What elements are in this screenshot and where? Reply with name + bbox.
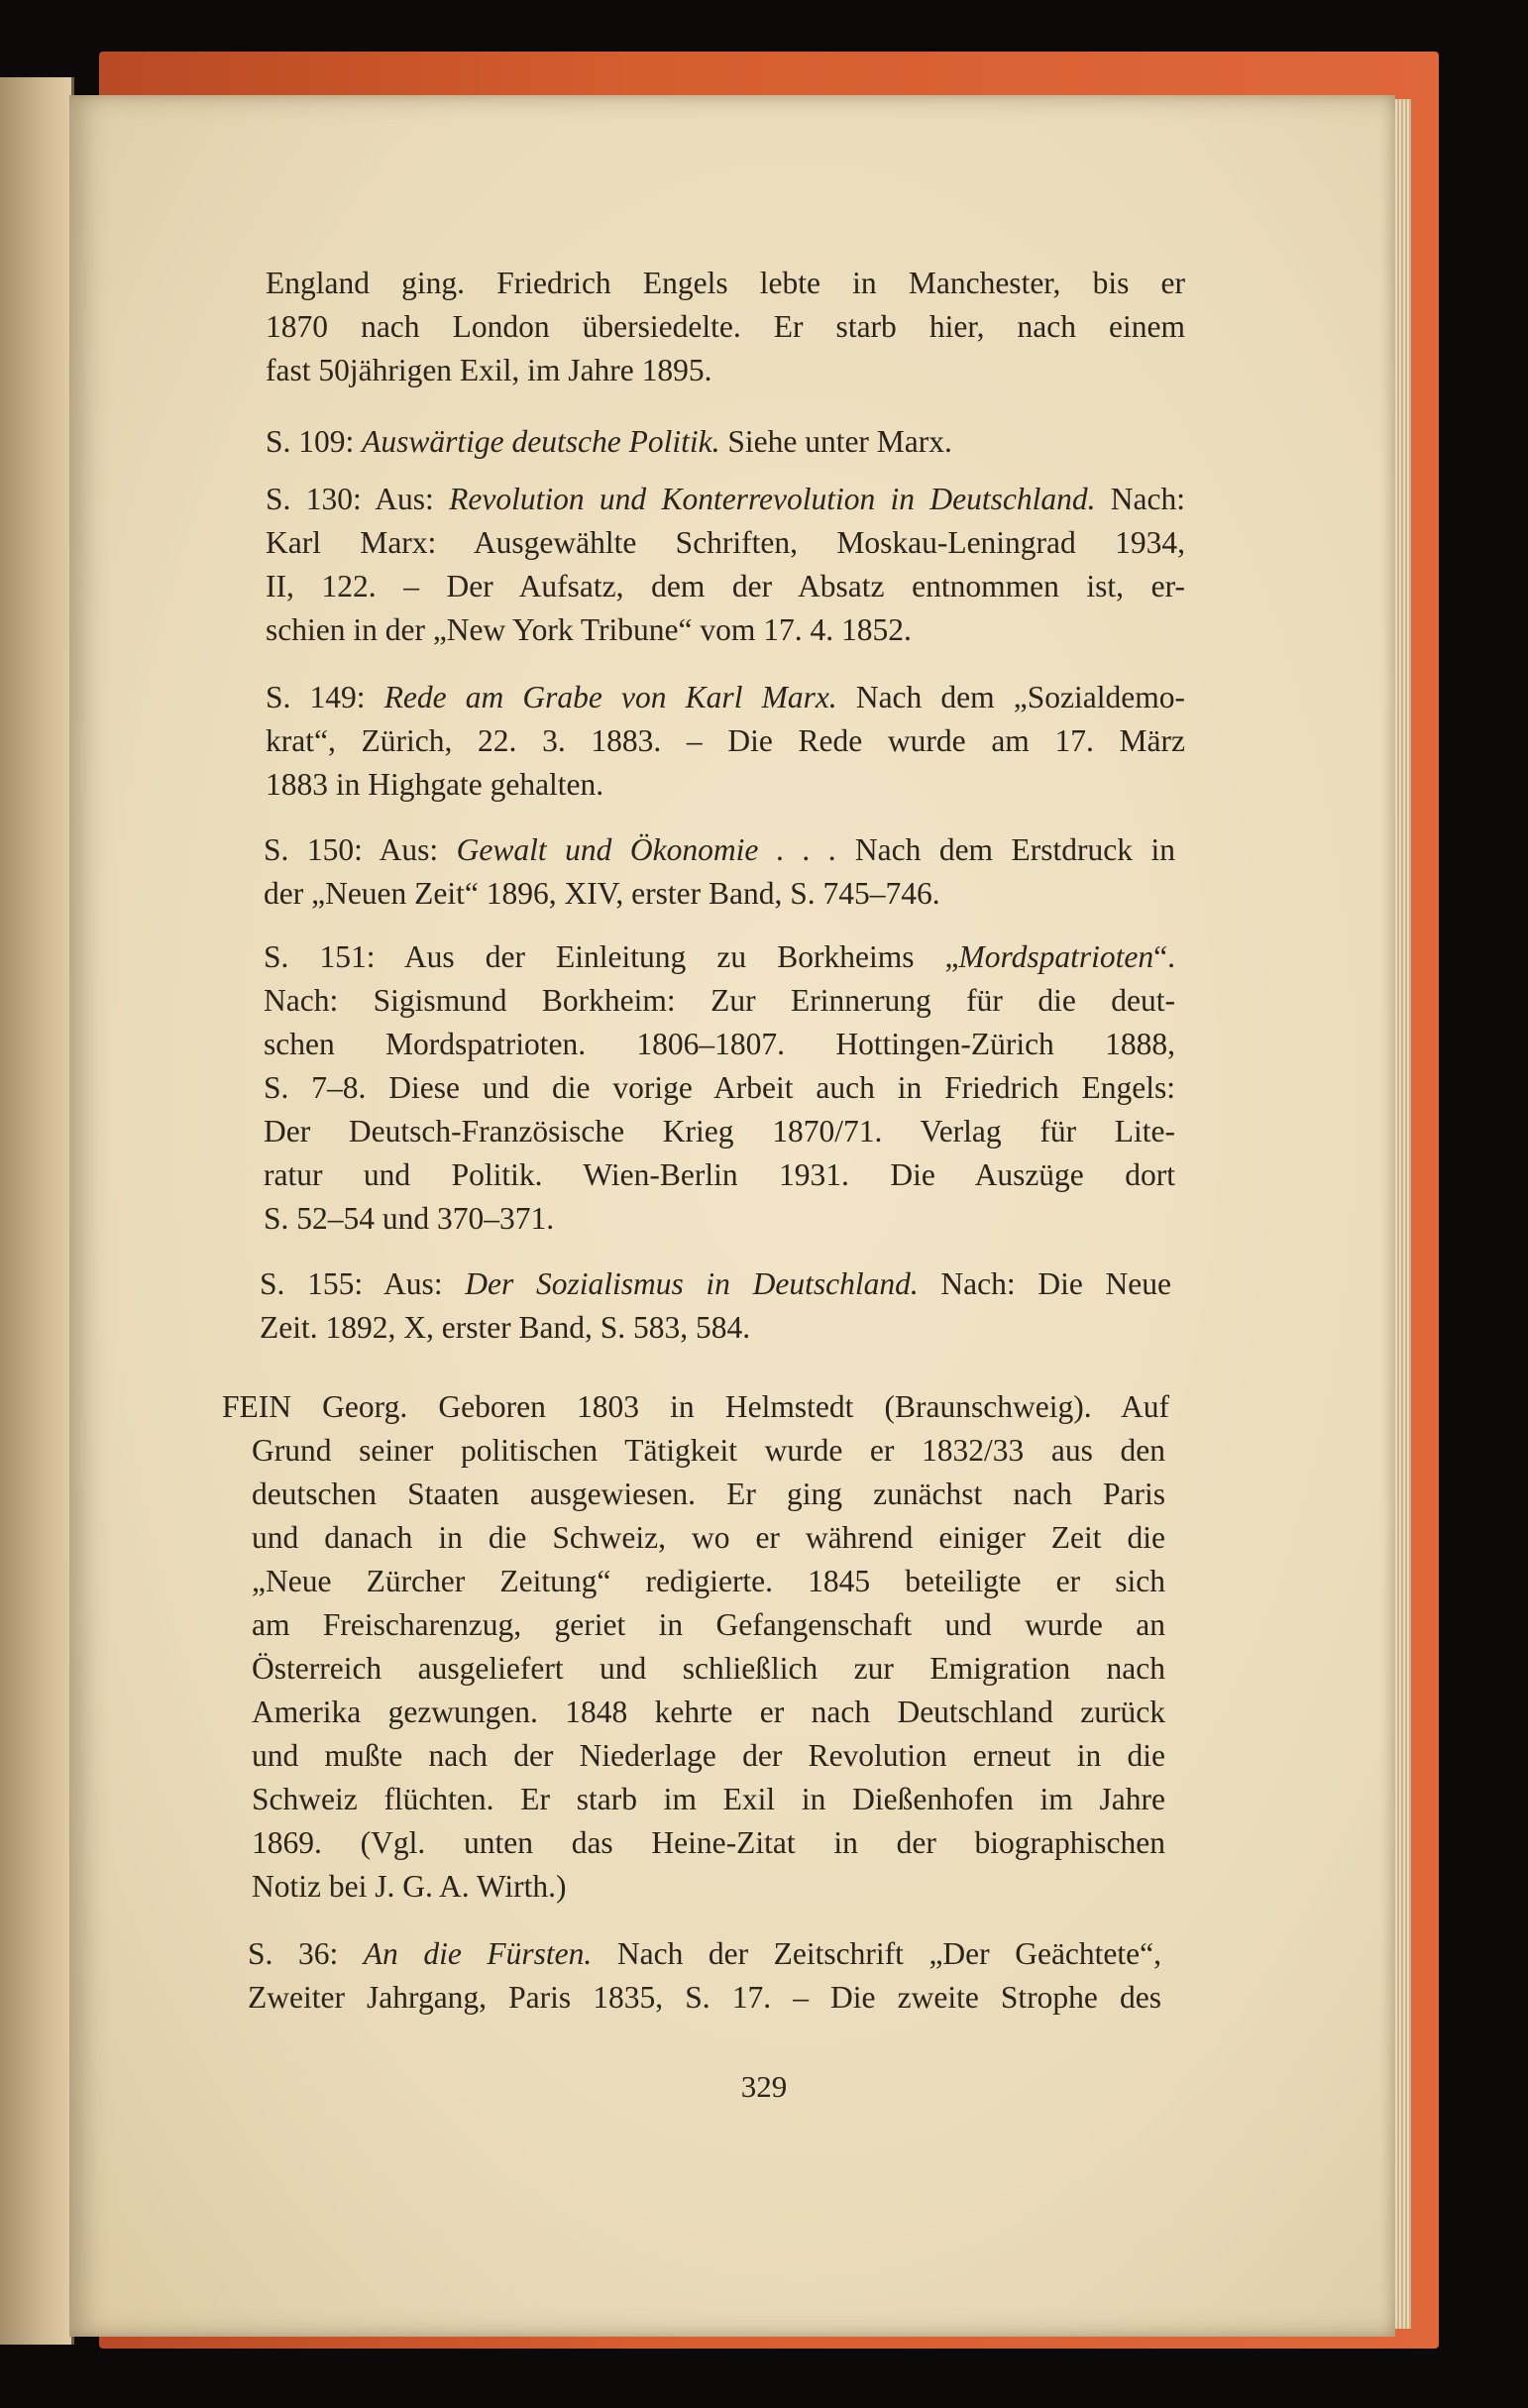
text-line: Notiz bei J. G. A. Wirth.)	[252, 1869, 567, 1904]
entry-reference: S. 155: Aus: Der Sozialismus in Deutschland. Nach: Die Neue	[260, 1266, 1171, 1301]
text-line: schien in der „New York Tribune“ vom 17. 4. 1852.	[266, 612, 912, 647]
text-line: ratur und Politik. Wien-Berlin 1931. Die Auszüge dort	[264, 1157, 1175, 1192]
text-line: Zeit. 1892, X, erster Band, S. 583, 584.	[260, 1310, 751, 1345]
text-line: Österreich ausgeliefert und schließlich zur Emigration nach	[252, 1651, 1165, 1686]
text-line: „Neue Zürcher Zeitung“ redigierte. 1845 beteiligte er sich	[252, 1564, 1165, 1598]
text-line: 1869. (Vgl. unten das Heine-Zitat in der biographischen	[252, 1825, 1165, 1860]
text-line: deutschen Staaten ausgewiesen. Er ging zunächst nach Paris	[252, 1477, 1165, 1511]
entry-reference: S. 149: Rede am Grabe von Karl Marx. Nach dem „Sozialdemo-	[266, 680, 1185, 714]
text-line: 1870 nach London übersiedelte. Er starb hier, nach einem	[266, 309, 1185, 344]
entry-reference: S. 151: Aus der Einleitung zu Borkheims „Mordspatrioten“.	[264, 939, 1175, 974]
text-line: II, 122. – Der Aufsatz, dem der Absatz entnommen ist, er-	[266, 569, 1185, 603]
text-line: und danach in die Schweiz, wo er während einiger Zeit die	[252, 1520, 1165, 1555]
text-line: 1883 in Highgate gehalten.	[266, 767, 604, 802]
entry-reference: S. 150: Aus: Gewalt und Ökonomie . . . Nach dem Erstdruck in	[264, 832, 1175, 867]
text-line: Karl Marx: Ausgewählte Schriften, Moskau-Leningrad 1934,	[266, 525, 1185, 560]
text-line: krat“, Zürich, 22. 3. 1883. – Die Rede wurde am 17. März	[266, 723, 1185, 758]
text-line: England ging. Friedrich Engels lebte in Manchester, bis er	[266, 266, 1185, 300]
text-line: Der Deutsch-Französische Krieg 1870/71. Verlag für Lite-	[264, 1114, 1175, 1149]
text-line: schen Mordspatrioten. 1806–1807. Hottingen-Zürich 1888,	[264, 1027, 1175, 1061]
page-number: 329	[740, 2069, 788, 2104]
text-line: Schweiz flüchten. Er starb im Exil in Dießenhofen im Jahre	[252, 1782, 1165, 1816]
text-line: S. 52–54 und 370–371.	[264, 1201, 555, 1236]
text-line: Nach: Sigismund Borkheim: Zur Erinnerung für die deut-	[264, 983, 1175, 1018]
facing-page-edge	[0, 77, 74, 2345]
text-line: S. 7–8. Diese und die vorige Arbeit auch in Friedrich Engels:	[264, 1070, 1175, 1105]
entry-reference: S. 130: Aus: Revolution und Konterrevolution in Deutschland. Nach:	[266, 482, 1185, 516]
text-line: Grund seiner politischen Tätigkeit wurde er 1832/33 aus den	[252, 1433, 1165, 1468]
text-line: am Freischarenzug, geriet in Gefangenschaft und wurde an	[252, 1607, 1165, 1642]
biography-heading-line: FEIN Georg. Geboren 1803 in Helmstedt (Braunschweig). Auf	[222, 1389, 1169, 1424]
text-line: fast 50jährigen Exil, im Jahre 1895.	[266, 353, 712, 387]
entry-reference: S. 109: Auswärtige deutsche Politik. Siehe unter Marx.	[266, 424, 952, 459]
text-line: und mußte nach der Niederlage der Revolution erneut in die	[252, 1738, 1165, 1773]
text-line: der „Neuen Zeit“ 1896, XIV, erster Band, S. 745–746.	[264, 876, 940, 911]
page-block-edge	[1395, 99, 1411, 2329]
text-line: Zweiter Jahrgang, Paris 1835, S. 17. – Die zweite Strophe des	[248, 1980, 1161, 2015]
entry-reference: S. 36: An die Fürsten. Nach der Zeitschrift „Der Geächtete“,	[248, 1936, 1161, 1971]
text-line: Amerika gezwungen. 1848 kehrte er nach Deutschland zurück	[252, 1695, 1165, 1729]
